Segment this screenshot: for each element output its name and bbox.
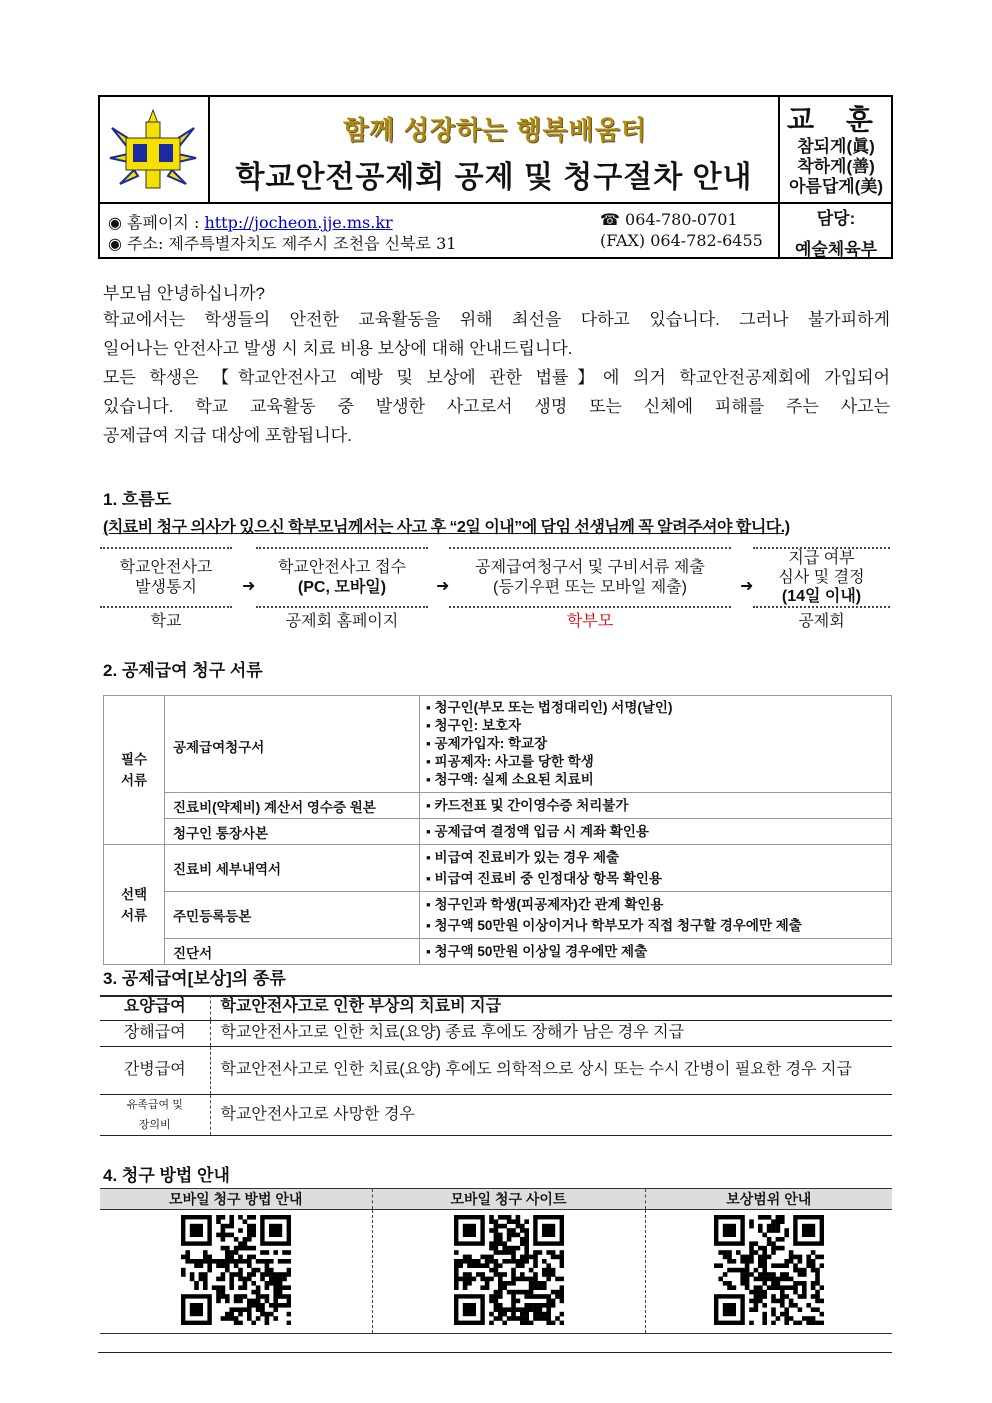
section-3-heading: 3. 공제급여[보상]의 종류 (103, 969, 286, 988)
step-text: 지급 여부 (788, 550, 855, 567)
greeting: 부모님 안녕하십니까? (103, 284, 265, 303)
qr-table (100, 1188, 892, 1334)
note: ▪ 청구액 50만원 이상일 경우에만 제출 (420, 939, 892, 965)
flow-actor: 학부모 (566, 613, 614, 630)
group-label: 필수 서류 (104, 696, 165, 845)
benefit-type: 유족급여 및 장의비 (100, 1094, 210, 1135)
flow-step-3 (449, 547, 731, 608)
qr-cell (645, 1210, 892, 1334)
note: ▪ 비급여 진료비 중 인정대상 항목 확인용 (426, 871, 662, 886)
flow-actor: 학교 (150, 613, 182, 630)
table-row (100, 1094, 892, 1135)
table-row (100, 1020, 892, 1046)
qr-label: 모바일 청구 방법 안내 (100, 1189, 372, 1210)
table-row (100, 1046, 892, 1094)
note: ▪ 청구인과 학생(피공제자)간 관계 확인용 (426, 897, 664, 912)
flow-actor: 공제회 (798, 613, 845, 630)
intro-line: 일어나는 안전사고 발생 시 치료 비용 보상에 대해 안내드립니다. (103, 339, 573, 358)
doc-notes (420, 845, 892, 892)
documents-table (103, 695, 892, 965)
phone: ☎ 064-780-0701 (600, 210, 738, 229)
table-row (104, 939, 892, 965)
footer-line (98, 1352, 892, 1353)
benefit-type: 장해급여 (100, 1020, 210, 1046)
intro-line: 공제급여 지급 대상에 포함됩니다. (103, 426, 352, 445)
note: ▪ 청구액 50만원 이상이거나 학부모가 직접 청구할 경우에만 제출 (426, 918, 802, 933)
table-header-row (100, 1189, 892, 1210)
step-text: (등기우편 또는 모바일 제출) (492, 578, 687, 596)
table-row (104, 892, 892, 939)
arrow-icon: ➜ (242, 578, 256, 595)
benefit-desc: 학교안전사고로 사망한 경우 (210, 1094, 892, 1135)
benefits-table (100, 995, 892, 1136)
fax: (FAX) 064-782-6455 (600, 231, 763, 250)
motto (780, 137, 892, 197)
step-text: (PC, 모바일) (297, 578, 387, 596)
homepage-link[interactable]: http://jocheon.jje.ms.kr (204, 213, 393, 232)
school-slogan: 함께 성장하는 행복배움터 (343, 115, 647, 145)
doc-name: 진료비(약제비) 계산서 영수증 원본 (165, 793, 420, 819)
doc-name: 청구인 통장사본 (165, 819, 420, 845)
benefit-type: 간병급여 (100, 1046, 210, 1094)
flow-step-4 (753, 547, 890, 608)
benefit-desc: 학교안전사고로 인한 부상의 치료비 지급 (210, 995, 892, 1020)
table-row (104, 819, 892, 845)
note: ▪ 청구인: 보호자 (426, 718, 522, 733)
step-text: 공제급여청구서 및 구비서류 제출 (475, 558, 705, 576)
flow-step-1 (100, 547, 232, 608)
qr-cell (100, 1210, 372, 1334)
section-1-heading: 1. 흐름도 (103, 490, 172, 509)
qr-code-icon[interactable] (181, 1215, 291, 1325)
step-text: 발생통지 (135, 578, 197, 596)
table-row (100, 1210, 892, 1334)
arrow-icon: ➜ (436, 578, 450, 595)
step-text: (14일 이내) (781, 588, 862, 605)
motto-line: 착하게(善) (797, 157, 875, 176)
note: ▪ 피공제자: 사고를 당한 학생 (426, 754, 594, 769)
qr-cell (372, 1210, 645, 1334)
note: ▪ 청구액: 실제 소요된 치료비 (426, 772, 594, 787)
qr-label: 모바일 청구 사이트 (372, 1189, 645, 1210)
motto-line: 참되게(眞) (797, 137, 875, 156)
divider (100, 202, 891, 204)
step-text: 학교안전사고 (119, 558, 213, 576)
step-text: 학교안전사고 접수 (277, 558, 407, 576)
benefit-desc: 학교안전사고로 인한 치료(요양) 후에도 의학적으로 상시 또는 수시 간병이 필요한 경우 지급 (210, 1046, 892, 1094)
homepage-line (108, 210, 393, 233)
page-title: 학교안전공제회 공제 및 청구절차 안내 (235, 161, 753, 194)
benefit-desc: 학교안전사고로 인한 치료(요양) 종료 후에도 장해가 남은 경우 지급 (210, 1020, 892, 1046)
note: ▪ 카드전표 및 간이영수증 처리불가 (420, 793, 892, 819)
doc-name: 진료비 세부내역서 (165, 845, 420, 892)
note: ▪ 공제급여 결정액 입금 시 계좌 확인용 (420, 819, 892, 845)
qr-code-icon[interactable] (454, 1215, 564, 1325)
flow-step-2 (256, 547, 428, 608)
table-row (104, 845, 892, 892)
address: ◉ 주소: 제주특별자치도 제주시 조천읍 신북로 31 (108, 234, 457, 253)
benefit-type: 요양급여 (100, 995, 210, 1020)
section-2-heading: 2. 공제급여 청구 서류 (103, 661, 263, 680)
doc-name: 진단서 (165, 939, 420, 965)
manager-label: 담당: (816, 209, 856, 228)
flow-actor: 공제회 홈페이지 (285, 613, 399, 630)
note: ▪ 비급여 진료비가 있는 경우 제출 (426, 850, 620, 865)
intro-line: 있습니다. 학교 교육활동 중 발생한 사고로서 생명 또는 신체에 피해를 주는 사고는 (103, 397, 890, 416)
table-row (104, 696, 892, 793)
qr-label: 보상범위 안내 (645, 1189, 892, 1210)
group-label: 선택 서류 (104, 845, 165, 965)
qr-code-icon[interactable] (714, 1215, 824, 1325)
doc-notes (420, 892, 892, 939)
homepage-label: ◉ 홈페이지 : (108, 213, 205, 232)
step-text: 심사 및 결정 (778, 569, 865, 586)
note: ▪ 청구인(부모 또는 법정대리인) 서명(날인) (426, 700, 673, 715)
intro-line: 학교에서는 학생들의 안전한 교육활동을 위해 최선을 다하고 있습니다. 그러나 불가피하게 (103, 310, 890, 329)
manager: 예술체육부 (794, 240, 878, 259)
section-4-heading: 4. 청구 방법 안내 (103, 1166, 230, 1185)
school-logo (106, 108, 200, 190)
table-row (100, 995, 892, 1020)
doc-name: 공제급여청구서 (165, 696, 420, 793)
motto-line: 아름답게(美) (788, 177, 883, 196)
arrow-icon: ➜ (740, 578, 754, 595)
doc-notes (420, 696, 892, 793)
intro-line: 모든 학생은 【학교안전사고 예방 및 보상에 관한 법률】에 의거 학교안전공제회에 가입되어 (103, 368, 890, 387)
table-row (104, 793, 892, 819)
flow-note: (치료비 청구 의사가 있으신 학부모님께서는 사고 후 “2일 이내”에 담임 선생님께 꼭 알려주셔야 합니다.) (103, 519, 790, 536)
note: ▪ 공제가입자: 학교장 (426, 736, 548, 751)
motto-heading: 교 훈 (787, 104, 885, 135)
doc-name: 주민등록등본 (165, 892, 420, 939)
